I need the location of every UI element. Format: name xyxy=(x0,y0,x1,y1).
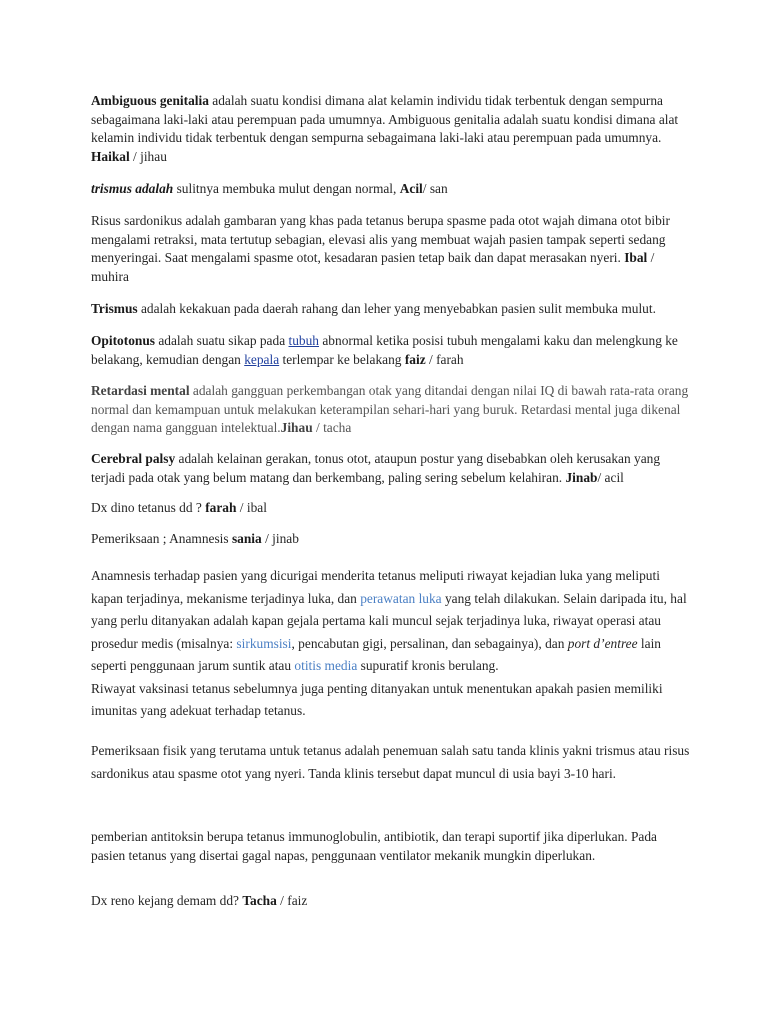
paragraph-pemeriksaan: Pemeriksaan ; Anamnesis sania / jinab xyxy=(91,531,299,546)
link-tubuh[interactable]: tubuh xyxy=(288,333,320,348)
author-name: farah xyxy=(205,500,237,515)
author-name: Jihau xyxy=(280,420,313,435)
paragraph-dx-reno: Dx reno kejang demam dd? Tacha / faiz xyxy=(91,893,308,908)
paragraph-ambiguous-genitalia: Ambiguous genitalia adalah suatu kondisi dimana alat kelamin individu tidak terbentuk dengan sempurna sebagaimana laki-laki atau perempuan pada umumnya. Ambiguous genitalia adalah suatu kondisi dimana alat kelamin individu tidak terbentuk dengan sempurna sebagaimana laki-laki atau perempuan pada umumnya. Haikal / jihau xyxy=(91,93,679,164)
paragraph-retardasi-mental: Retardasi mental adalah gangguan perkembangan otak yang ditandai dengan nilai IQ di bawah rata-rata orang normal dan kemampuan untuk melakukan keterampilan sehari-hari yang buruk. Retardasi mental juga dikenal dengan nama gangguan intelektual.Jihau / tacha xyxy=(91,383,689,435)
paragraph-trismus: Trismus adalah kekakuan pada daerah rahang dan leher yang menyebabkan pasien sulit membuka mulut. xyxy=(91,301,656,316)
author-name: sania xyxy=(231,531,262,546)
paragraph-dx-dino: Dx dino tetanus dd ? farah / ibal xyxy=(91,500,267,515)
link-otitis-media[interactable]: otitis media xyxy=(294,658,358,673)
author-name: Haikal xyxy=(91,148,130,164)
paragraph-cerebral-palsy: Cerebral palsy adalah kelainan gerakan, tonus otot, ataupun postur yang disebabkan oleh kerusakan yang terjadi pada otak yang belum matang dan berkembang, paling sering sebelum kelahiran. Jinab/ acil xyxy=(91,451,661,485)
link-sirkumsisi[interactable]: sirkumsisi xyxy=(236,635,292,651)
term-cerebral-palsy: Cerebral palsy xyxy=(91,451,176,466)
term-opitotonus: Opitotonus xyxy=(91,333,155,348)
term-retardasi-mental: Retardasi mental xyxy=(91,383,190,398)
paragraph-risus-sardonikus: Risus sardonikus adalah gambaran yang khas pada tetanus berupa spasme pada otot wajah dimana otot bibir mengalami retraksi, mata tertutup sebagian, elevasi alis yang membuat wajah pasien tampak seperti sedang menyeringai. Saat mengalami spasme otot, kesadaran pasien tetap baik dan dapat merasakan nyeri. Ibal / muhira xyxy=(91,213,670,284)
author-name: faiz xyxy=(404,351,426,367)
term-ambiguous-genitalia: Ambiguous genitalia xyxy=(91,93,209,108)
author-name: Tacha xyxy=(242,893,277,908)
paragraph-trismus-definition: trismus adalah sulitnya membuka mulut dengan normal, Acil/ san xyxy=(91,181,448,196)
paragraph-pemberian-antitoksin: pemberian antitoksin berupa tetanus immunoglobulin, antibiotik, dan terapi suportif jika diperlukan. Pada pasien tetanus yang disertai gagal napas, penggunaan ventilator mekanik mungkin diperlukan. xyxy=(91,829,658,863)
author-name: Acil xyxy=(399,181,423,196)
term-trismus-bold: Trismus xyxy=(91,301,138,316)
author-name: Jinab xyxy=(565,469,598,485)
term-trismus: trismus adalah xyxy=(91,181,174,196)
paragraph-pemeriksaan-fisik: Pemeriksaan fisik yang terutama untuk tetanus adalah penemuan salah satu tanda klinis yakni trismus atau risus sardonikus atau spasme otot yang nyeri. Tanda klinis tersebut dapat muncul di usia bayi 3-10 hari. xyxy=(91,743,690,781)
link-kepala[interactable]: kepala xyxy=(244,351,280,367)
link-perawatan-luka[interactable]: perawatan luka xyxy=(360,590,442,606)
port-dentree-italic: port d’entree xyxy=(567,635,638,651)
paragraph-opitotonus: Opitotonus adalah suatu sikap pada tubuh abnormal ketika posisi tubuh mengalami kaku dan melengkung ke belakang, kemudian dengan kepala terlempar ke belakang faiz / farah xyxy=(91,333,678,367)
paragraph-anamnesis: Anamnesis terhadap pasien yang dicurigai menderita tetanus meliputi riwayat kejadian luka yang meliputi kapan terjadinya, mekanisme terjadinya luka, dan perawatan luka yang telah dilakukan. Selain daripada itu, hal yang perlu ditanyakan adalah kapan gejala pertama kali muncul sejak terjadinya luka, riwayat operasi atau prosedur medis (misalnya: sirkumsisi, pencabutan gigi, persalinan, dan sebagainya), dan port d’entree lain seperti penggunaan jarum suntik atau otitis media supuratif kronis berulang. Riwayat vaksinasi tetanus sebelumnya juga penting ditanyakan untuk menentukan apakah pasien memiliki imunitas yang adekuat terhadap tetanus. xyxy=(91,568,687,718)
author-name: Ibal xyxy=(624,250,648,265)
